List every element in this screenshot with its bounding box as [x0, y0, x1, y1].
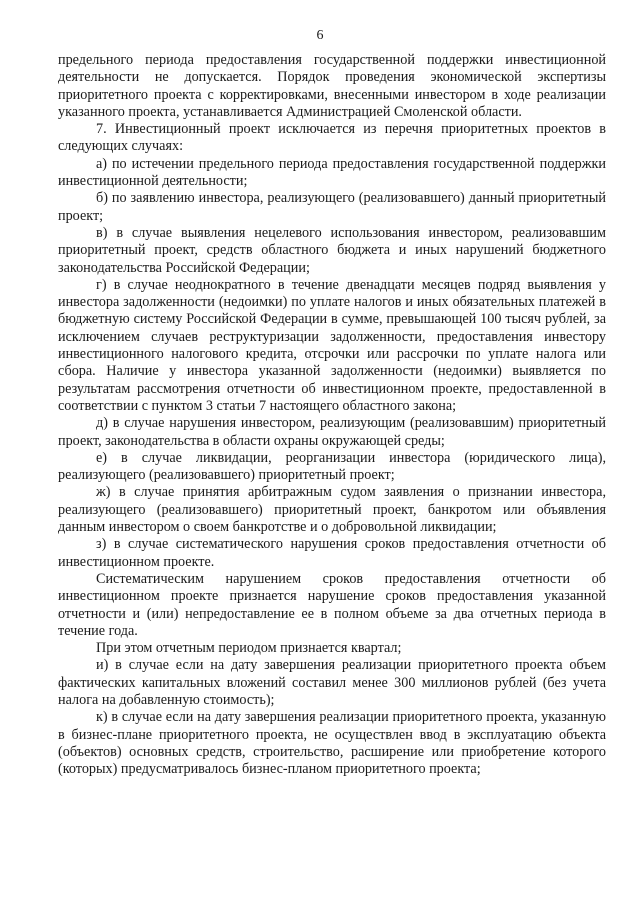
paragraph-reporting-period: При этом отчетным периодом признается квартал; [96, 640, 402, 657]
paragraph-subitem-k: к) в случае если на дату завершения реализации приоритетного проекта, указанную в бизнес-плане приоритетного проекта, не осуществлен ввод в эксплуатацию объекта (объектов) основных средств, строительство, расширение или приобретение которого (которых) предусматривалось бизнес-планом приоритетного проекта; [58, 709, 606, 778]
paragraph-continuation: предельного периода предоставления государственной поддержки инвестиционной деятельности не допускается. Порядок проведения экономической экспертизы приоритетного проекта с корректировками, внесенными инвестором в ходе реализации указанного проекта, устанавливается Администрацией Смоленской области. [58, 52, 606, 120]
page-number: 6 [316, 28, 324, 43]
paragraph-subitem-z: з) в случае систематического нарушения сроков предоставления отчетности об инвестиционном проекте. [58, 536, 606, 570]
paragraph-subitem-g: г) в случае неоднократного в течение двенадцати месяцев подряд выявления у инвестора задолженности (недоимки) по уплате налогов и иных обязательных платежей в бюджетную систему Российской Федерации в сумме, превышающей 100 тысяч рублей, за исключением случаев реструктуризации задолженности, предоставления инвестору инвестиционного налогового кредита, отсрочки или рассрочки по уплате налога или сбора. Наличие у инвестора указанной задолженности (недоимки) выявляется по результатам рассмотрения отчетности об инвестиционном проекте, предоставленной в соответствии с пунктом 3 статьи 7 настоящего областного закона; [58, 276, 606, 414]
document-body [58, 52, 606, 778]
paragraph-subitem-b: б) по заявлению инвестора, реализующего (реализовавшего) данный приоритетный проект; [58, 190, 606, 224]
paragraph-subitem-e: е) в случае ликвидации, реорганизации инвестора (юридического лица), реализующего (реализовавшего) приоритетный проект; [58, 449, 606, 484]
paragraph-subitem-zh: ж) в случае принятия арбитражным судом заявления о признании инвестора, реализующего (реализовавшего) приоритетный проект, банкротом или объявления данным инвестором о своем банкротстве и о добровольной ликвидации; [58, 484, 606, 536]
paragraph-subitem-i: и) в случае если на дату завершения реализации приоритетного проекта объем фактических капитальных вложений составил менее 300 миллионов рублей (без учета налога на добавленную стоимость); [58, 657, 606, 708]
paragraph-subitem-v: в) в случае выявления нецелевого использования инвестором, реализовавшим приоритетный проект, средств областного бюджета и иных нарушений бюджетного законодательства Российской Федерации; [58, 224, 606, 276]
paragraph-definition: Систематическим нарушением сроков предоставления отчетности об инвестиционном проекте признается нарушение сроков предоставления указанной отчетности и (или) непредоставление ее в полном объеме за два отчетных периода в течение года. [58, 570, 606, 639]
paragraph-subitem-a: а) по истечении предельного периода предоставления государственной поддержки инвестиционной деятельности; [58, 155, 606, 190]
paragraph-subitem-d: д) в случае нарушения инвестором, реализующим (реализовавшим) приоритетный проект, законодательства в области охраны окружающей среды; [58, 415, 606, 449]
paragraph-item-7: 7. Инвестиционный проект исключается из перечня приоритетных проектов в следующих случаях: [58, 121, 606, 155]
